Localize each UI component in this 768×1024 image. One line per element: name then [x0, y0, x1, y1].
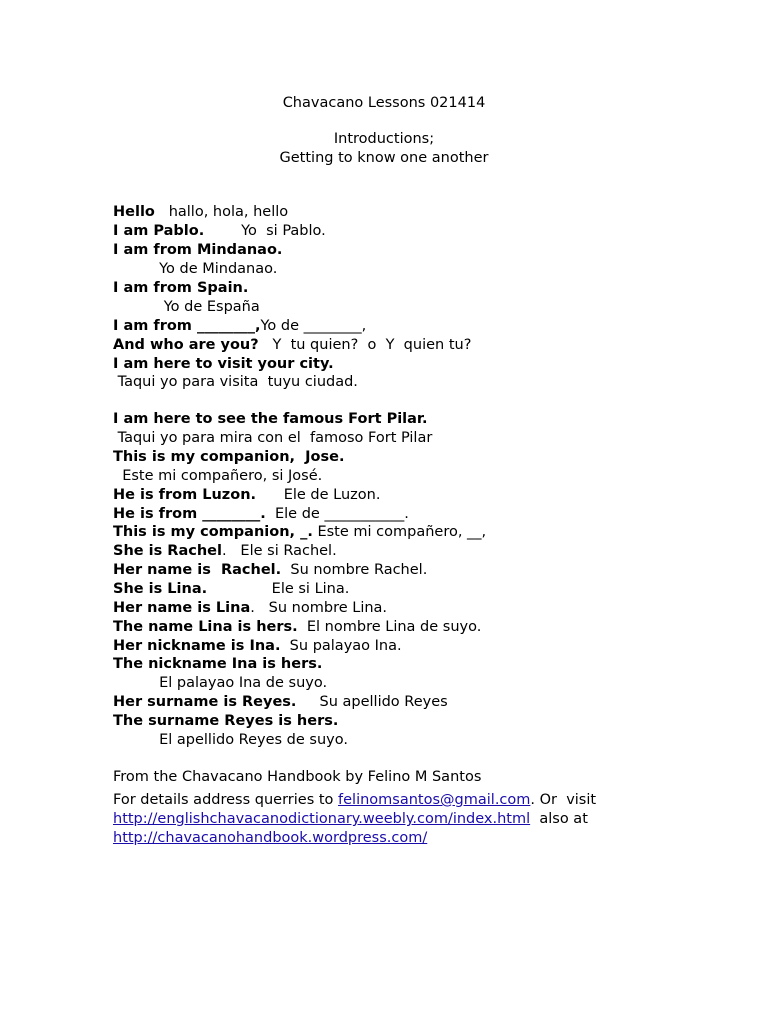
english-phrase: She is Rachel [113, 543, 222, 559]
lesson-line [113, 655, 322, 674]
chavacano-translation: Yo si Pablo. [204, 223, 326, 239]
lesson-line [113, 241, 282, 260]
lesson-line [113, 260, 277, 279]
lesson-line [113, 674, 327, 693]
english-phrase: I am from Spain. [113, 280, 249, 296]
lesson-line [113, 580, 349, 599]
chavacano-translation: Ele de ___________. [265, 506, 409, 522]
english-phrase: This is my companion, _. [113, 524, 313, 540]
english-phrase: The name Lina is hers. [113, 619, 298, 635]
lesson-line [113, 222, 326, 241]
email-link[interactable]: felinomsantos@gmail.com [338, 792, 531, 808]
chavacano-translation: Ele si Lina. [207, 581, 350, 597]
link-suffix: also at [530, 811, 588, 827]
chavacano-translation: . Su nombre Lina. [250, 600, 388, 616]
english-phrase: Her name is Rachel. [113, 562, 282, 578]
english-phrase: The nickname Ina is hers. [113, 656, 323, 672]
chavacano-translation: El nombre Lina de suyo. [297, 619, 482, 635]
english-phrase: I am from ________, [113, 318, 261, 334]
lesson-line [113, 523, 486, 542]
lesson-line [113, 317, 366, 336]
lesson-line [113, 298, 260, 317]
lesson-line [113, 355, 334, 374]
chavacano-translation: Su apellido Reyes [296, 694, 448, 710]
lesson-line [113, 486, 380, 505]
chavacano-translation: . Ele si Rachel. [221, 543, 337, 559]
lesson-line [113, 731, 348, 750]
english-phrase: The surname Reyes is hers. [113, 713, 339, 729]
contact-line [113, 791, 596, 810]
chavacano-translation: hallo, hola, hello [154, 204, 289, 220]
chavacano-translation: El apellido Reyes de suyo. [113, 732, 348, 748]
lesson-line [113, 279, 248, 298]
english-phrase: She is Lina. [113, 581, 208, 597]
english-phrase: He is from Luzon. [113, 487, 257, 503]
lesson-line [113, 561, 427, 580]
chavacano-translation: Y tu quien? o Y quien tu? [258, 337, 472, 353]
lesson-line [113, 618, 481, 637]
lesson-line [113, 410, 428, 429]
chavacano-translation: Taqui yo para mira con el famoso Fort Pilar [113, 430, 433, 446]
chavacano-translation: Este mi compañero, si José. [113, 468, 323, 484]
english-phrase: Her surname is Reyes. [113, 694, 297, 710]
link-line-2 [113, 829, 427, 848]
document-title: Chavacano Lessons 021414 [282, 95, 486, 111]
lesson-line [113, 336, 471, 355]
chavacano-translation: Su nombre Rachel. [281, 562, 428, 578]
english-phrase: Her name is Lina [113, 600, 251, 616]
english-phrase: I am here to visit your city. [113, 356, 334, 372]
english-phrase: I am Pablo. [113, 223, 205, 239]
english-phrase: He is from ________. [113, 506, 266, 522]
lesson-line [113, 542, 337, 561]
chavacano-translation: Ele de Luzon. [256, 487, 381, 503]
dictionary-link[interactable]: http://englishchavacanodictionary.weebly.com/index.html [113, 811, 531, 827]
lesson-line [113, 637, 402, 656]
contact-mid: . Or visit [530, 792, 597, 808]
chavacano-translation: Yo de España [113, 299, 260, 315]
lesson-line [113, 203, 288, 222]
handbook-link[interactable]: http://chavacanohandbook.wordpress.com/ [113, 830, 428, 846]
english-phrase: This is my companion, Jose. [113, 449, 345, 465]
lesson-line [113, 467, 322, 486]
chavacano-translation: Su palayao Ina. [280, 638, 402, 654]
chavacano-translation: Yo de Mindanao. [113, 261, 278, 277]
document-subtitle-1: Introductions; [333, 131, 435, 147]
chavacano-translation: Yo de ________, [260, 318, 367, 334]
chavacano-translation: El palayao Ina de suyo. [113, 675, 328, 691]
chavacano-translation: Este mi compañero, __, [312, 524, 487, 540]
english-phrase: Her nickname is Ina. [113, 638, 281, 654]
english-phrase: I am here to see the famous Fort Pilar. [113, 411, 428, 427]
lesson-line [113, 599, 387, 618]
link-line-1 [113, 810, 588, 829]
lesson-line [113, 448, 344, 467]
english-phrase: I am from Mindanao. [113, 242, 283, 258]
lesson-line [113, 429, 432, 448]
lesson-line [113, 693, 448, 712]
english-phrase: Hello [113, 204, 155, 220]
lesson-line [113, 712, 338, 731]
lesson-line [113, 505, 409, 524]
lesson-line [113, 373, 358, 392]
document-subtitle-2: Getting to know one another [279, 150, 489, 166]
source-credit: From the Chavacano Handbook by Felino M Santos [113, 769, 482, 785]
english-phrase: And who are you? [113, 337, 259, 353]
contact-prefix: For details address querries to [113, 792, 339, 808]
chavacano-translation: Taqui yo para visita tuyu ciudad. [113, 374, 358, 390]
